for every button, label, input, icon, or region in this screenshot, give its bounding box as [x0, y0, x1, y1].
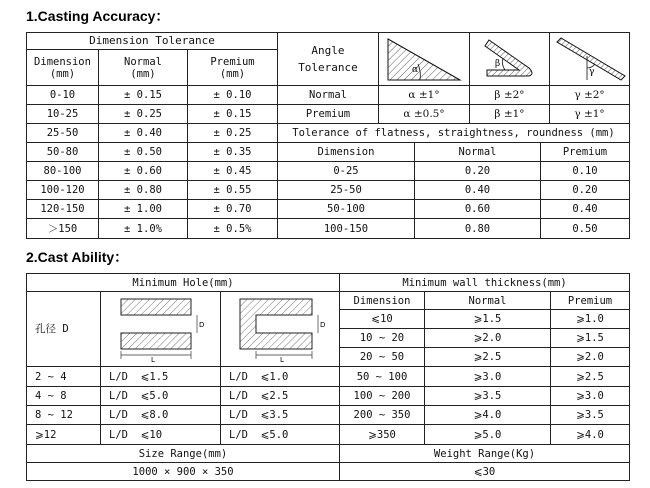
normal-cell: ± 0.80 [99, 181, 188, 200]
angle-row-label: Normal [278, 86, 379, 105]
flat-normal-cell: 0.40 [415, 181, 541, 200]
angle-gamma-cell: γ ±1° [550, 105, 630, 124]
wall-normal-cell: ⩾1.5 [425, 310, 551, 329]
flat-dim-cell: 50-100 [278, 200, 415, 219]
gamma-figure [550, 33, 630, 86]
hole-d-cell: 4 ~ 8 [27, 387, 101, 406]
gamma-symbol: γ [588, 67, 594, 77]
wall-dim-cell: ⩽10 [340, 310, 425, 329]
wall-premium-cell: ⩾2.5 [551, 367, 630, 387]
beta-angle-diagram [475, 36, 545, 82]
hole-blind-cell: L/D ⩽3.5 [221, 406, 340, 425]
col-normal-label: Normal [124, 55, 162, 68]
col-premium-unit: (mm) [219, 67, 246, 80]
wall-thickness-header: Minimum wall thickness(mm) [340, 274, 630, 292]
col-premium-label: Premium [210, 55, 255, 68]
flat-premium-cell: 0.10 [541, 162, 630, 181]
weight-range-label: Weight Range(Kg) [340, 445, 630, 463]
wall-premium-cell: ⩾4.0 [551, 425, 630, 445]
fig-d-label: D [198, 321, 204, 329]
alpha-symbol: α [412, 65, 419, 75]
dim-cell: 25-50 [27, 124, 99, 143]
hole-through-cell: L/D ⩽10 [101, 425, 221, 445]
angle-alpha-cell: α ±1° [379, 86, 470, 105]
hole-d-cell: ⩾12 [27, 425, 101, 445]
wall-normal-cell: ⩾4.0 [425, 406, 551, 425]
gamma-angle-diagram [553, 36, 627, 82]
through-hole-figure [101, 292, 221, 367]
wall-dim-cell: 200 ~ 350 [340, 406, 425, 425]
wall-normal-cell: ⩾3.5 [425, 387, 551, 406]
hole-blind-cell: L/D ⩽5.0 [221, 425, 340, 445]
flat-dim-cell: 100-150 [278, 219, 415, 239]
hole-diameter-label: 孔径 D [27, 292, 101, 367]
normal-cell: ± 1.00 [99, 200, 188, 219]
premium-cell: ± 0.15 [188, 105, 278, 124]
normal-cell: ± 0.15 [99, 86, 188, 105]
blind-hole-diagram [230, 295, 330, 363]
flat-dim-cell: 0-25 [278, 162, 415, 181]
angle-tolerance-header: Angle Tolerance [278, 33, 379, 86]
premium-cell: ± 0.25 [188, 124, 278, 143]
dim-cell: 50-80 [27, 143, 99, 162]
wall-dim-cell: 10 ~ 20 [340, 329, 425, 348]
flat-normal-cell: 0.60 [415, 200, 541, 219]
hole-blind-cell: L/D ⩽2.5 [221, 387, 340, 406]
premium-cell: ± 0.35 [188, 143, 278, 162]
flat-col-dimension: Dimension [278, 143, 415, 162]
hole-through-cell: L/D ⩽1.5 [101, 367, 221, 387]
size-range-value: 1000 × 900 × 350 [27, 463, 340, 481]
normal-cell: ± 0.25 [99, 105, 188, 124]
col-header-dimension [27, 50, 99, 86]
wall-premium-cell: ⩾1.5 [551, 329, 630, 348]
through-hole-diagram [111, 295, 211, 363]
wall-premium-cell: ⩾1.0 [551, 310, 630, 329]
beta-symbol: β [494, 59, 500, 69]
premium-cell: ± 0.45 [188, 162, 278, 181]
wall-normal-cell: ⩾3.0 [425, 367, 551, 387]
flatness-header: Tolerance of flatness, straightness, roundness (mm) [278, 124, 630, 143]
hole-through-cell: L/D ⩽5.0 [101, 387, 221, 406]
blind-hole-figure [221, 292, 340, 367]
flat-premium-cell: 0.20 [541, 181, 630, 200]
flat-premium-cell: 0.40 [541, 200, 630, 219]
fig-l-label: L [150, 356, 155, 363]
fig-l-label: L [280, 356, 284, 363]
hole-d-cell: 2 ~ 4 [27, 367, 101, 387]
col-header-normal [99, 50, 188, 86]
premium-cell: ± 0.10 [188, 86, 278, 105]
wall-premium-cell: ⩾3.0 [551, 387, 630, 406]
dimension-tolerance-header: Dimension Tolerance [27, 33, 278, 50]
premium-cell: ± 0.5% [188, 219, 278, 239]
premium-cell: ± 0.55 [188, 181, 278, 200]
size-range-label: Size Range(mm) [27, 445, 340, 463]
normal-cell: ± 1.0% [99, 219, 188, 239]
col-header-premium [188, 50, 278, 86]
flat-normal-cell: 0.20 [415, 162, 541, 181]
wall-premium-cell: ⩾2.0 [551, 348, 630, 367]
col-dimension-unit: (mm) [49, 67, 76, 80]
beta-figure [470, 33, 550, 86]
col-dimension-label: Dimension [34, 55, 91, 68]
wall-normal-cell: ⩾5.0 [425, 425, 551, 445]
flat-col-premium: Premium [541, 143, 630, 162]
dim-cell: 80-100 [27, 162, 99, 181]
fig-d-label: D [320, 321, 326, 329]
angle-row-label: Premium [278, 105, 379, 124]
weight-range-value: ⩽30 [340, 463, 630, 481]
angle-alpha-cell: α ±0.5° [379, 105, 470, 124]
min-hole-header: Minimum Hole(mm) [27, 274, 340, 292]
wall-dim-cell: 100 ~ 200 [340, 387, 425, 406]
flat-normal-cell: 0.80 [415, 219, 541, 239]
section-title-cast-ability: 2.Cast Ability： [26, 249, 129, 265]
cast-ability-table [26, 273, 630, 481]
wall-normal-cell: ⩾2.5 [425, 348, 551, 367]
normal-cell: ± 0.50 [99, 143, 188, 162]
wall-normal-cell: ⩾2.0 [425, 329, 551, 348]
wall-dim-cell: 50 ~ 100 [340, 367, 425, 387]
dim-cell: 0-10 [27, 86, 99, 105]
angle-beta-cell: β ±2° [470, 86, 550, 105]
casting-accuracy-table [26, 32, 630, 239]
wall-col-normal: Normal [425, 292, 551, 310]
wall-premium-cell: ⩾3.5 [551, 406, 630, 425]
alpha-figure [379, 33, 470, 86]
premium-cell: ± 0.70 [188, 200, 278, 219]
hole-blind-cell: L/D ⩽1.0 [221, 367, 340, 387]
dim-cell: ＞150 [27, 219, 99, 239]
wall-col-premium: Premium [551, 292, 630, 310]
dim-cell: 120-150 [27, 200, 99, 219]
dim-cell: 10-25 [27, 105, 99, 124]
wall-dim-cell: 20 ~ 50 [340, 348, 425, 367]
normal-cell: ± 0.40 [99, 124, 188, 143]
normal-cell: ± 0.60 [99, 162, 188, 181]
hole-d-cell: 8 ~ 12 [27, 406, 101, 425]
col-normal-unit: (mm) [130, 67, 156, 80]
angle-beta-cell: β ±1° [470, 105, 550, 124]
flat-col-normal: Normal [415, 143, 541, 162]
flat-dim-cell: 25-50 [278, 181, 415, 200]
hole-through-cell: L/D ⩽8.0 [101, 406, 221, 425]
wall-col-dimension: Dimension [340, 292, 425, 310]
wall-dim-cell: ⩾350 [340, 425, 425, 445]
flat-premium-cell: 0.50 [541, 219, 630, 239]
alpha-angle-diagram [384, 36, 464, 82]
section-title-casting-accuracy: 1.Casting Accuracy： [26, 8, 170, 24]
angle-gamma-cell: γ ±2° [550, 86, 630, 105]
dim-cell: 100-120 [27, 181, 99, 200]
